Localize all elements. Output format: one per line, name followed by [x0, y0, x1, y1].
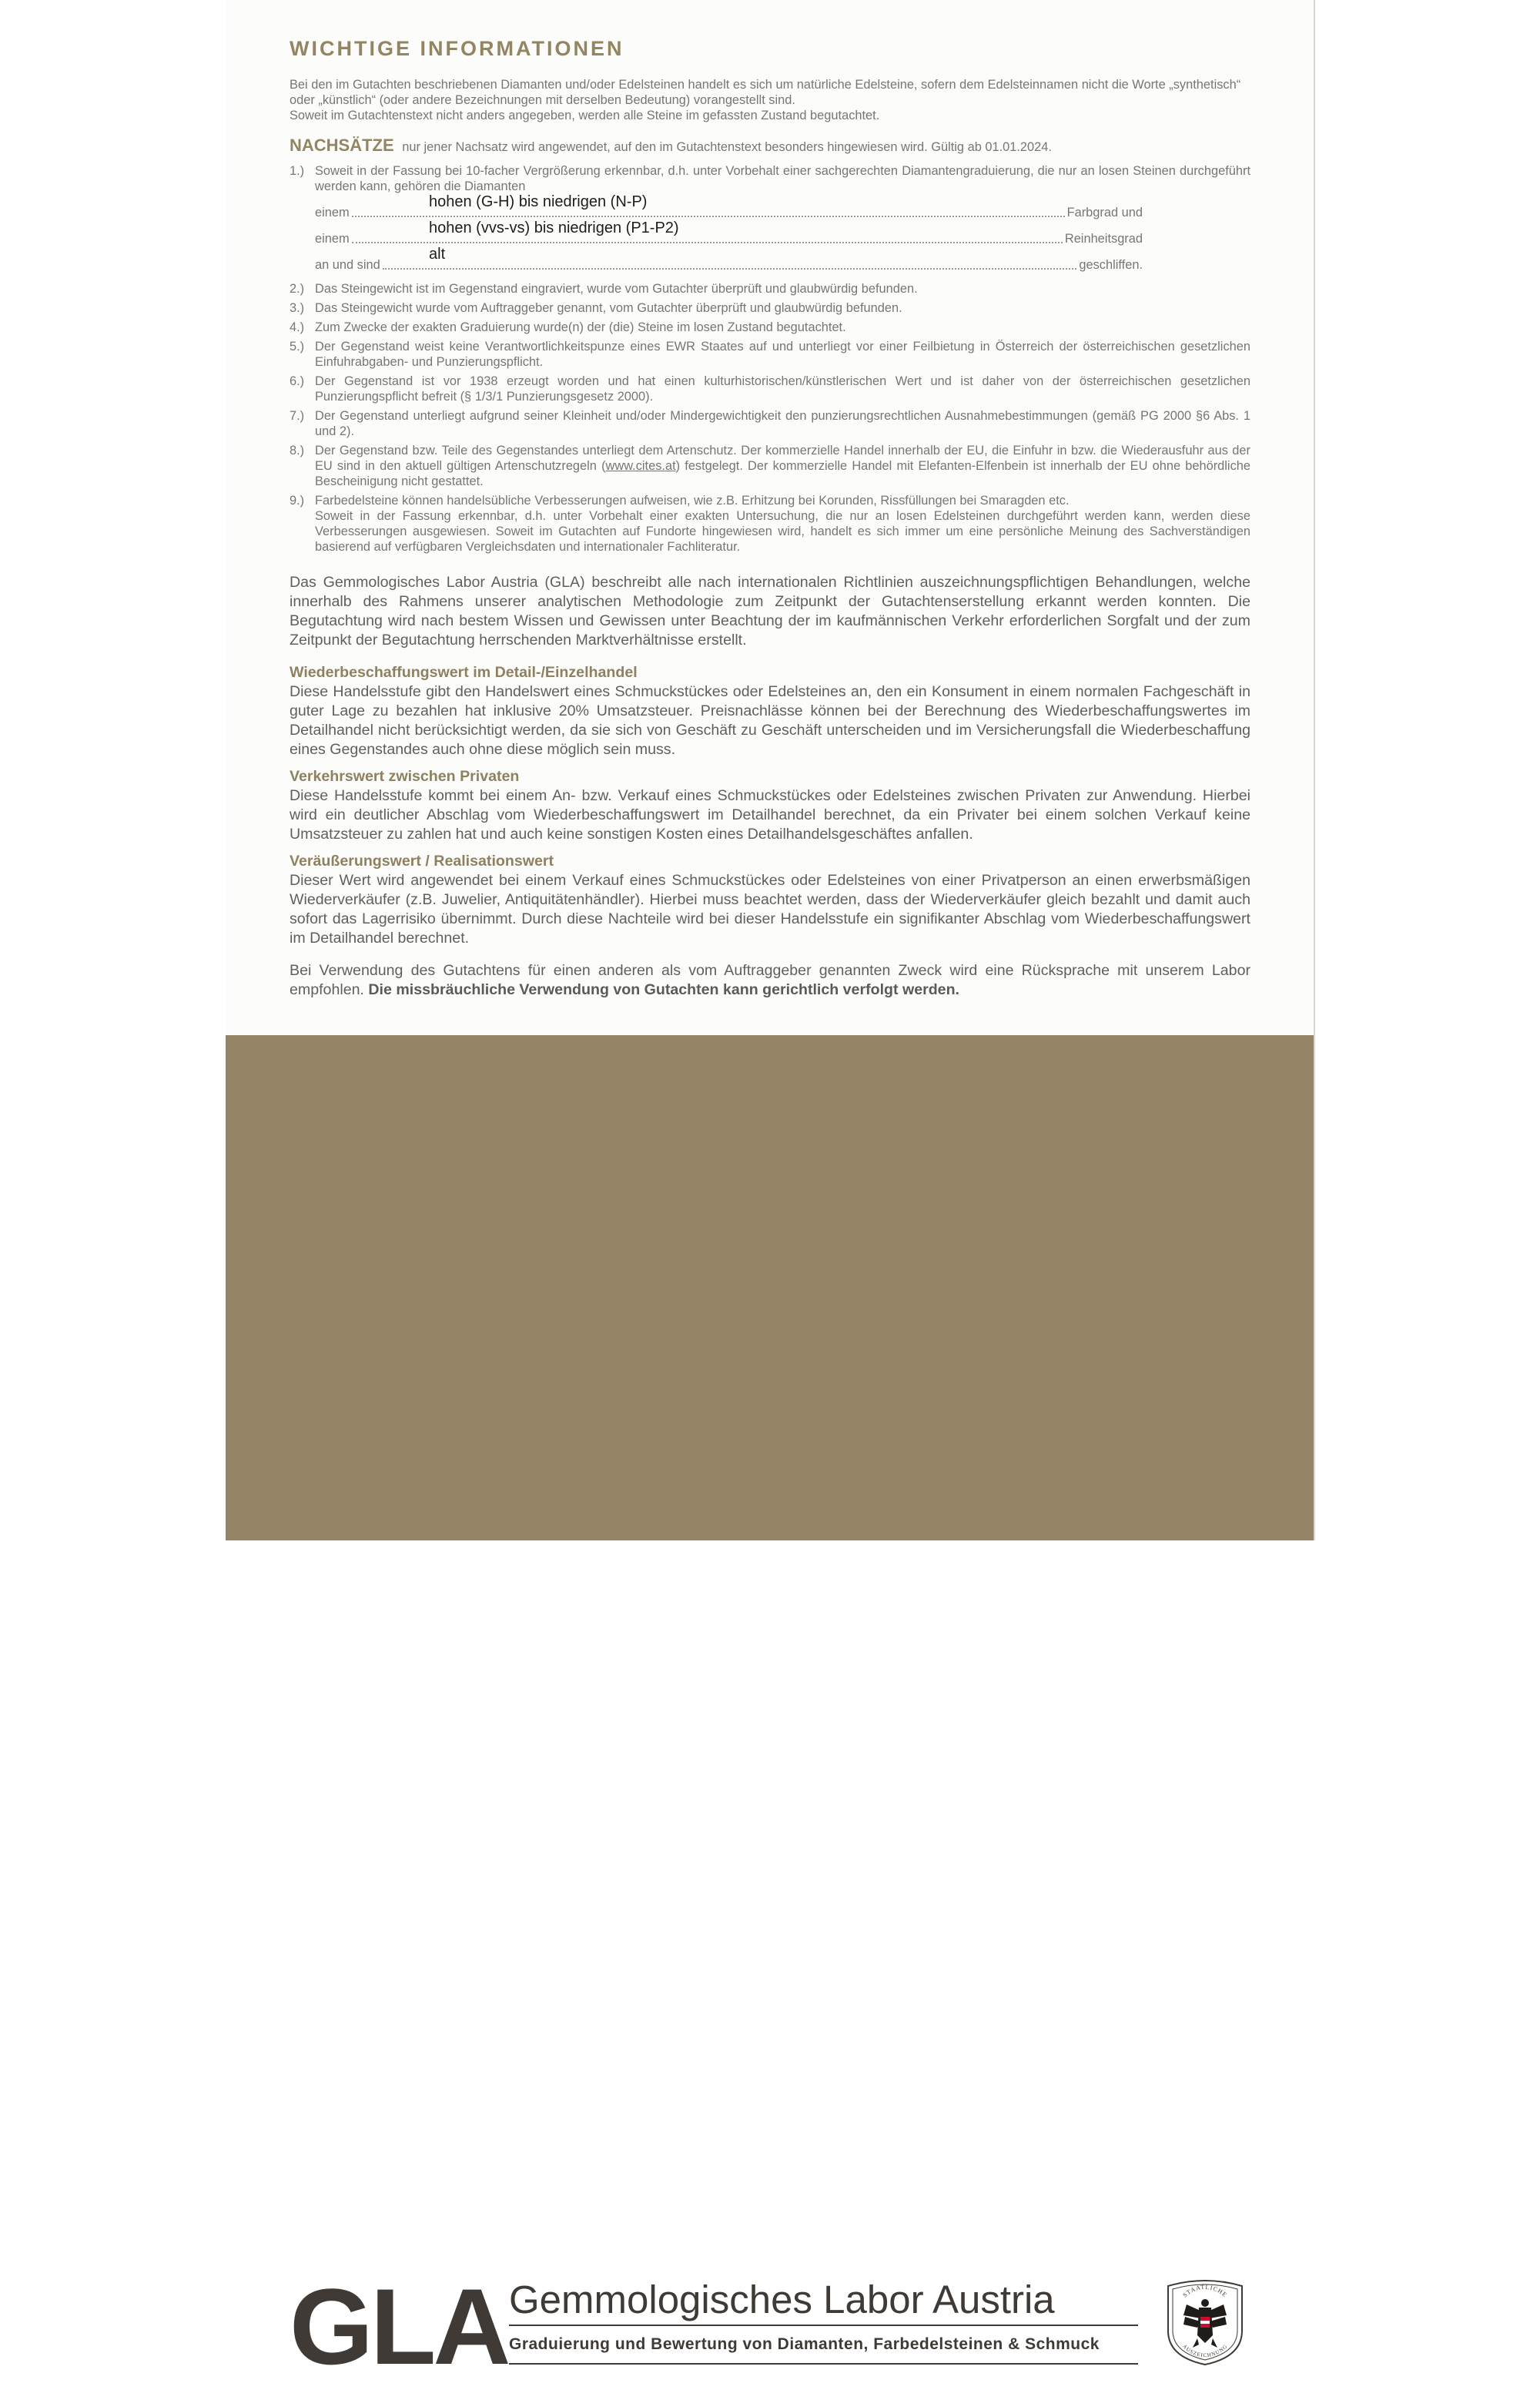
fill-line-label: an und sind	[315, 258, 380, 272]
clause-number: 9.)	[290, 494, 305, 508]
clause-number: 4.)	[290, 320, 305, 334]
closing-note	[290, 961, 1250, 1000]
clause-text: Soweit in der Fassung erkennbar, d.h. unter Vorbehalt einer exakten Untersuchung, die nur an losen Edelsteinen durchgeführt werden kann, werden diese Verbesserungen ausgewiesen. Soweit im Gutachten auf Fundorte hingewiesen wird, handelt es sich immer um eine persönliche Meinung des Sachverständigen basierend auf verfügbaren Vergleichsdaten und internationaler Fachliteratur.	[315, 509, 1250, 554]
document-sheet	[226, 0, 1315, 2387]
gla-paragraph-block	[290, 573, 1250, 650]
fill-line-suffix: Reinheitsgrad	[1064, 232, 1143, 246]
nachsaetze-header	[290, 136, 1250, 156]
gla-paragraph: Das Gemmologisches Labor Austria (GLA) beschreibt alle nach internationalen Richtlinien auszeichnungspflichtigen Behandlungen, welche innerhalb des Rahmens unserer analytischen Methodologie zum Zeitpunkt der Gutachtenserstellung erkannt werden konnten. Die Begutachtung wird nach bestem Wissen und Gewissen unter Beachtung der im kaufmännischen Verkehr erforderlichen Sorgfalt und der zum Zeitpunkt der Begutachtung herrschenden Marktverhältnisse erstellt.	[290, 574, 1250, 649]
closing-warning: Die missbräuchliche Verwendung von Gutachten kann gerichtlich verfolgt werden.	[368, 981, 959, 998]
clause-number: 3.)	[290, 301, 305, 315]
clause-number: 8.)	[290, 444, 305, 458]
section-text: Dieser Wert wird angewendet bei einem Verkauf eines Schmuckstückes oder Edelsteines von einer Privatperson an einen erwerbsmäßigen Wiederverkäufer (z.B. Juwelier, Antiquitätenhändler). Hierbei muss beachtet werden, dass der Wiederverkäufer gleich bezahlt und damit auch sofort das Lagerrisiko übernimmt. Durch diese Nachteile wird bei dieser Handelsstufe ein signifikanter Abschlag vom Wiederbeschaffungswert im Detailhandel berechnet.	[290, 872, 1250, 947]
clause-text: Farbedelsteine können handelsübliche Verbesserungen aufweisen, wie z.B. Erhitzung bei Korunden, Rissfüllungen bei Smaragden etc.	[315, 494, 1070, 508]
section-text: Diese Handelsstufe kommt bei einem An- bzw. Verkauf eines Schmuckstückes oder Edelsteines zwischen Privaten zur Anwendung. Hierbei wird ein deutlicher Abschlag vom Wiederbeschaffungswert im Detailhandel berechnet, da ein Privater bei einem solchen Verkauf keine Umsatzsteuer zu zahlen hat und auch keine sonstigen Kosten eines Detailhandelsgeschäftes anfallen.	[290, 787, 1250, 843]
clause-number: 2.)	[290, 282, 305, 296]
intro-text	[290, 77, 1250, 123]
clause-text: Der Gegenstand weist keine Verantwortlichkeitspunze eines EWR Staates auf und unterliegt vor einer Feilbietung in Österreich der österreichischen gesetzlichen Einfuhrabgaben- und Punzierungspflicht.	[315, 340, 1250, 369]
clause-number: 7.)	[290, 409, 305, 423]
clause-5	[290, 339, 1250, 370]
nachsaetze-note: nur jener Nachsatz wird angewendet, auf den im Gutachtenstext besonders hingewiesen wird. Gültig ab 01.01.2024.	[402, 140, 1052, 154]
clause-3	[290, 300, 1250, 316]
fill-line-suffix: Farbgrad und	[1066, 206, 1143, 220]
section-heading: Wiederbeschaffungswert im Detail-/Einzelhandel	[290, 664, 638, 681]
cites-link[interactable]: www.cites.at	[605, 459, 676, 473]
clause-text-part: ) festgelegt. Der kommerzielle Handel mit Elefanten-Elfenbein ist innerhalb der EU ohne behördliche Bescheinigung nicht gestattet.	[315, 459, 1250, 488]
clause-text: Das Steingewicht wurde vom Auftraggeber genannt, vom Gutachter überprüft und glaubwürdig befunden.	[315, 301, 902, 315]
clarity-grade-value: hohen (vvs-vs) bis niedrigen (P1-P2)	[429, 220, 679, 236]
lab-tagline: Graduierung und Bewertung von Diamanten, Farbedelsteinen & Schmuck	[509, 2335, 1100, 2353]
dotted-line	[352, 241, 1063, 243]
fill-line-cut	[315, 246, 1143, 273]
dotted-line	[352, 215, 1065, 217]
lab-name: Gemmologisches Labor Austria	[509, 2278, 1055, 2321]
divider	[509, 2325, 1138, 2326]
closing-text: Bei Verwendung des Gutachtens für einen anderen als vom Auftraggeber genannten Zweck wird eine Rücksprache mit unserem Labor empfohlen.	[290, 962, 1250, 998]
clause-number: 5.)	[290, 340, 305, 354]
clause-text: Zum Zwecke der exakten Graduierung wurde(n) der (die) Steine im losen Zustand begutachtet.	[315, 320, 846, 334]
intro-paragraph: Bei den im Gutachten beschriebenen Diamanten und/oder Edelsteinen handelt es sich um natürliche Edelsteine, sofern dem Edelsteinnamen nicht die Worte „synthetisch“ oder „künstlich“ (oder andere Bezeichnungen mit derselben Bedeutung) vorangestellt sind.	[290, 78, 1241, 107]
footer-panel	[226, 1035, 1314, 2387]
clause-number: 6.)	[290, 374, 305, 388]
section-private-value	[290, 767, 1250, 844]
fill-line-color-grade	[315, 194, 1143, 220]
fill-line-label: einem	[315, 232, 350, 246]
fill-line-suffix: geschliffen.	[1079, 258, 1143, 272]
intro-paragraph: Soweit im Gutachtenstext nicht anders angegeben, werden alle Steine im gefassten Zustand begutachtet.	[290, 109, 880, 122]
state-award-seal-icon	[1163, 2277, 1247, 2366]
divider	[509, 2363, 1138, 2365]
seal-top-text: STAATLICHE	[1181, 2283, 1229, 2299]
cut-value: alt	[429, 246, 446, 263]
clause-list	[290, 163, 1250, 558]
clause-7	[290, 408, 1250, 439]
clause-text: Soweit in der Fassung bei 10-facher Vergrößerung erkennbar, d.h. unter Vorbehalt einer sachgerechten Diamantengraduierung, die nur an losen Steinen durchgeführt werden kann, gehören die Diamanten	[315, 164, 1250, 193]
clause-text: Das Steingewicht ist im Gegenstand eingraviert, wurde vom Gutachter überprüft und glaubwürdig befunden.	[315, 282, 918, 296]
clause-6	[290, 374, 1250, 404]
seal-bottom-text: AUSZEICHNUNG	[1181, 2343, 1229, 2359]
lab-branding	[290, 2266, 1252, 2400]
gla-logo: GLA	[290, 2266, 508, 2387]
body-text	[290, 573, 1250, 1013]
clause-8	[290, 443, 1250, 489]
clause-2	[290, 281, 1250, 297]
color-grade-value: hohen (G-H) bis niedrigen (N-P)	[429, 193, 648, 210]
section-realisation-value	[290, 852, 1250, 948]
clause-9	[290, 493, 1250, 555]
section-heading: Verkehrswert zwischen Privaten	[290, 768, 520, 785]
section-text: Diese Handelsstufe gibt den Handelswert eines Schmuckstückes oder Edelsteines an, den ein Konsument in einem normalen Fachgeschäft in guter Lage zu bezahlen hat inklusive 20% Umsatzsteuer. Preisnachlässe können bei der Berechnung des Wiederbeschaffungswertes im Detailhandel nicht berücksichtigt werden, da sie sich von Geschäft zu Geschäft unterscheiden und im Versicherungsfall die Wiederbeschaffung eines Gegenstandes auch ohne diese möglich sein muss.	[290, 683, 1250, 758]
clause-text: Der Gegenstand unterliegt aufgrund seiner Kleinheit und/oder Mindergewichtigkeit den punzierungsrechtlichen Ausnahmebestimmungen (gemäß PG 2000 §6 Abs. 1 und 2).	[315, 409, 1250, 438]
clause-text: Der Gegenstand ist vor 1938 erzeugt worden und hat einen kulturhistorischen/künstlerischen Wert und ist daher von der österreichischen gesetzlichen Punzierungspflicht befreit (§ 1/3/1 Punzierungsgesetz 2000).	[315, 374, 1250, 404]
nachsaetze-heading: NACHSÄTZE	[290, 136, 394, 155]
clause-number: 1.)	[290, 164, 305, 178]
clause-text-part: Der Gegenstand bzw. Teile des Gegenstandes unterliegt dem Artenschutz. Der kommerzielle Handel innerhalb der EU, die Einfuhr in bzw. die Wiederausfuhr aus der EU sind in den aktuell gültigen Artenschutzregeln (	[315, 444, 1250, 473]
section-heading: Veräußerungswert / Realisationswert	[290, 853, 554, 870]
clause-text	[315, 443, 1250, 489]
dotted-line	[383, 267, 1077, 270]
clause-4	[290, 320, 1250, 335]
page-title: WICHTIGE INFORMATIONEN	[290, 37, 624, 60]
fill-line-label: einem	[315, 206, 350, 220]
fill-line-clarity-grade	[315, 220, 1143, 246]
section-retail-value	[290, 663, 1250, 759]
clause-1	[290, 163, 1250, 277]
